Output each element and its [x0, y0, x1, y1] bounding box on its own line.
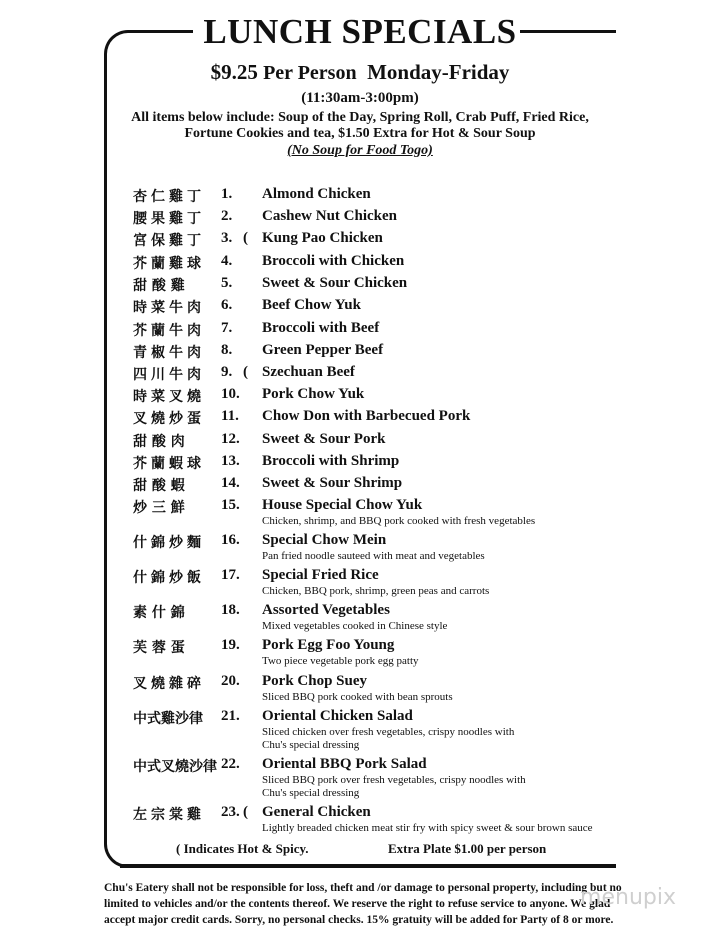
menu-item-name: Pork Chow Yuk — [262, 386, 365, 402]
price-amount: $9.25 — [210, 60, 258, 84]
menu-item-name: Sweet & Sour Chicken — [262, 275, 408, 291]
menu-item-description: Chu's special dressing — [262, 739, 360, 751]
menu-item-chinese-name: 宮保雞丁 — [133, 233, 205, 249]
menu-item-chinese-name: 炒 三 鮮 — [133, 500, 185, 516]
menu-item-name: Sweet & Sour Pork — [262, 431, 386, 447]
hot-legend — [176, 841, 309, 857]
menu-item-number: 6. — [221, 297, 233, 313]
menu-item-number: 8. — [221, 342, 233, 358]
menu-item-number: 23. — [221, 804, 240, 820]
menu-item-number: 3. — [221, 230, 233, 246]
menu-item-chinese-name: 甜 酸 肉 — [133, 434, 185, 450]
menu-item-number: 13. — [221, 453, 240, 469]
menu-item-chinese-name: 什錦炒飯 — [133, 570, 205, 586]
serving-hours: (11:30am-3:00pm) — [301, 90, 419, 106]
menu-item-chinese-name: 什錦炒麵 — [133, 535, 205, 551]
menu-item-chinese-name: 左宗棠雞 — [133, 807, 205, 823]
menu-item-name: Green Pepper Beef — [262, 342, 384, 358]
menu-item-number: 4. — [221, 253, 233, 269]
menu-item-description: Sliced chicken over fresh vegetables, crispy noodles with — [262, 726, 515, 738]
hot-spicy-icon: ( — [243, 804, 248, 820]
price-line — [0, 60, 720, 85]
menu-item-chinese-name: 中式叉燒沙律 — [133, 759, 217, 775]
footer-line: accept major credit cards. Sorry, no personal checks. 15% gratuity will be added for Party of 8 or more. — [104, 914, 614, 926]
menu-item-name: Sweet & Sour Shrimp — [262, 475, 403, 491]
menu-item-description: Mixed vegetables cooked in Chinese style — [262, 620, 448, 632]
menu-item-name: Pork Chop Suey — [262, 673, 368, 689]
menu-item-chinese-name: 甜 酸 蝦 — [133, 478, 185, 494]
menu-item-name: Chow Don with Barbecued Pork — [262, 408, 471, 424]
menu-item-chinese-name: 叉燒炒蛋 — [133, 411, 205, 427]
menu-border-bottom — [120, 864, 616, 868]
menu-item-chinese-name: 芥蘭蝦球 — [133, 456, 205, 472]
menu-item-number: 18. — [221, 602, 240, 618]
extra-plate-note: Extra Plate $1.00 per person — [388, 841, 547, 856]
menu-item-chinese-name: 腰果雞丁 — [133, 211, 205, 227]
menu-item-number: 5. — [221, 275, 233, 291]
menu-item-number: 20. — [221, 673, 240, 689]
menu-item-name: Special Chow Mein — [262, 532, 387, 548]
no-soup-togo-note: (No Soup for Food Togo) — [287, 143, 433, 158]
menu-item-chinese-name: 叉燒雜碎 — [133, 676, 205, 692]
menu-item-name: Oriental Chicken Salad — [262, 708, 413, 724]
menu-item-chinese-name: 青椒牛肉 — [133, 345, 205, 361]
title-dash — [520, 30, 536, 33]
menu-item-name: Oriental BBQ Pork Salad — [262, 756, 427, 772]
menu-item-description: Chicken, BBQ pork, shrimp, green peas and carrots — [262, 585, 490, 597]
menu-item-chinese-name: 芥蘭雞球 — [133, 256, 205, 272]
menu-item-name: Szechuan Beef — [262, 364, 355, 380]
menu-item-name: Beef Chow Yuk — [262, 297, 361, 313]
menu-item-description: Chu's special dressing — [262, 787, 360, 799]
menu-item-name: Special Fried Rice — [262, 567, 379, 583]
menu-item-number: 21. — [221, 708, 240, 724]
menu-item-description: Chicken, shrimp, and BBQ pork cooked with fresh vegetables — [262, 515, 536, 527]
menu-item-number: 7. — [221, 320, 233, 336]
menu-item-number: 14. — [221, 475, 240, 491]
price-per-person: Per Person — [263, 62, 357, 84]
price-days: Monday-Friday — [367, 60, 510, 84]
footer-disclaimer — [104, 880, 624, 928]
hot-legend-text: Indicates Hot & Spicy. — [183, 841, 309, 856]
menu-item-name: Pork Egg Foo Young — [262, 637, 395, 653]
menu-item-number: 2. — [221, 208, 233, 224]
menu-item-description: Sliced BBQ pork cooked with bean sprouts — [262, 691, 453, 703]
menu-item-number: 22. — [221, 756, 240, 772]
menu-item-description: Sliced BBQ pork over fresh vegetables, crispy noodles with — [262, 774, 526, 786]
menu-item-name: General Chicken — [262, 804, 371, 820]
menu-item-name: Kung Pao Chicken — [262, 230, 383, 246]
title-dash — [572, 30, 612, 33]
menu-item-number: 15. — [221, 497, 240, 513]
hot-spicy-icon: ( — [243, 230, 248, 246]
menu-item-number: 9. — [221, 364, 233, 380]
includes-line: All items below include: Soup of the Day, Spring Roll, Crab Puff, Fried Rice, — [131, 110, 589, 125]
menu-item-description: Lightly breaded chicken meat stir fry with spicy sweet & sour brown sauce — [262, 822, 593, 834]
menu-item-description: Pan fried noodle sauteed with meat and vegetables — [262, 550, 485, 562]
menu-item-number: 11. — [221, 408, 239, 424]
menu-item-number: 16. — [221, 532, 240, 548]
menu-item-name: Assorted Vegetables — [262, 602, 390, 618]
menu-item-chinese-name: 杏仁雞丁 — [133, 189, 205, 205]
menu-item-chinese-name: 時菜叉燒 — [133, 389, 205, 405]
menu-item-name: Cashew Nut Chicken — [262, 208, 398, 224]
footer-line: limited to vehicles and/or the contents thereof. We reserve the right to refuse service to anyone. We glad — [104, 898, 611, 910]
menu-item-description: Two piece vegetable pork egg patty — [262, 655, 419, 667]
hot-spicy-icon: ( — [243, 364, 248, 380]
menu-item-chinese-name: 四川牛肉 — [133, 367, 205, 383]
includes-note — [0, 110, 720, 142]
menu-item-name: Almond Chicken — [262, 186, 371, 202]
menu-item-name: Broccoli with Shrimp — [262, 453, 400, 469]
menu-item-chinese-name: 素 什 錦 — [133, 605, 185, 621]
menu-item-name: Broccoli with Beef — [262, 320, 380, 336]
includes-line: Fortune Cookies and tea, $1.50 Extra for Hot & Sour Soup — [184, 126, 536, 141]
menu-item-number: 10. — [221, 386, 240, 402]
footer-line: Chu's Eatery shall not be responsible for loss, theft and /or damage to personal property, including but no — [104, 882, 622, 894]
menu-item-chinese-name: 時菜牛肉 — [133, 300, 205, 316]
menu-item-number: 12. — [221, 431, 240, 447]
menu-item-chinese-name: 甜 酸 雞 — [133, 278, 185, 294]
menu-title: LUNCH SPECIALS — [0, 12, 720, 52]
hot-symbol: ( — [176, 841, 181, 856]
menu-item-name: House Special Chow Yuk — [262, 497, 423, 513]
menu-item-number: 1. — [221, 186, 233, 202]
menu-item-number: 17. — [221, 567, 240, 583]
watermark-logo: menupix — [580, 885, 676, 910]
menu-item-number: 19. — [221, 637, 240, 653]
menu-item-chinese-name: 中式雞沙律 — [133, 711, 203, 727]
menu-item-chinese-name: 芥蘭牛肉 — [133, 323, 205, 339]
title-dash — [542, 30, 566, 33]
menu-item-name: Broccoli with Chicken — [262, 253, 405, 269]
menu-item-chinese-name: 芙 蓉 蛋 — [133, 640, 185, 656]
